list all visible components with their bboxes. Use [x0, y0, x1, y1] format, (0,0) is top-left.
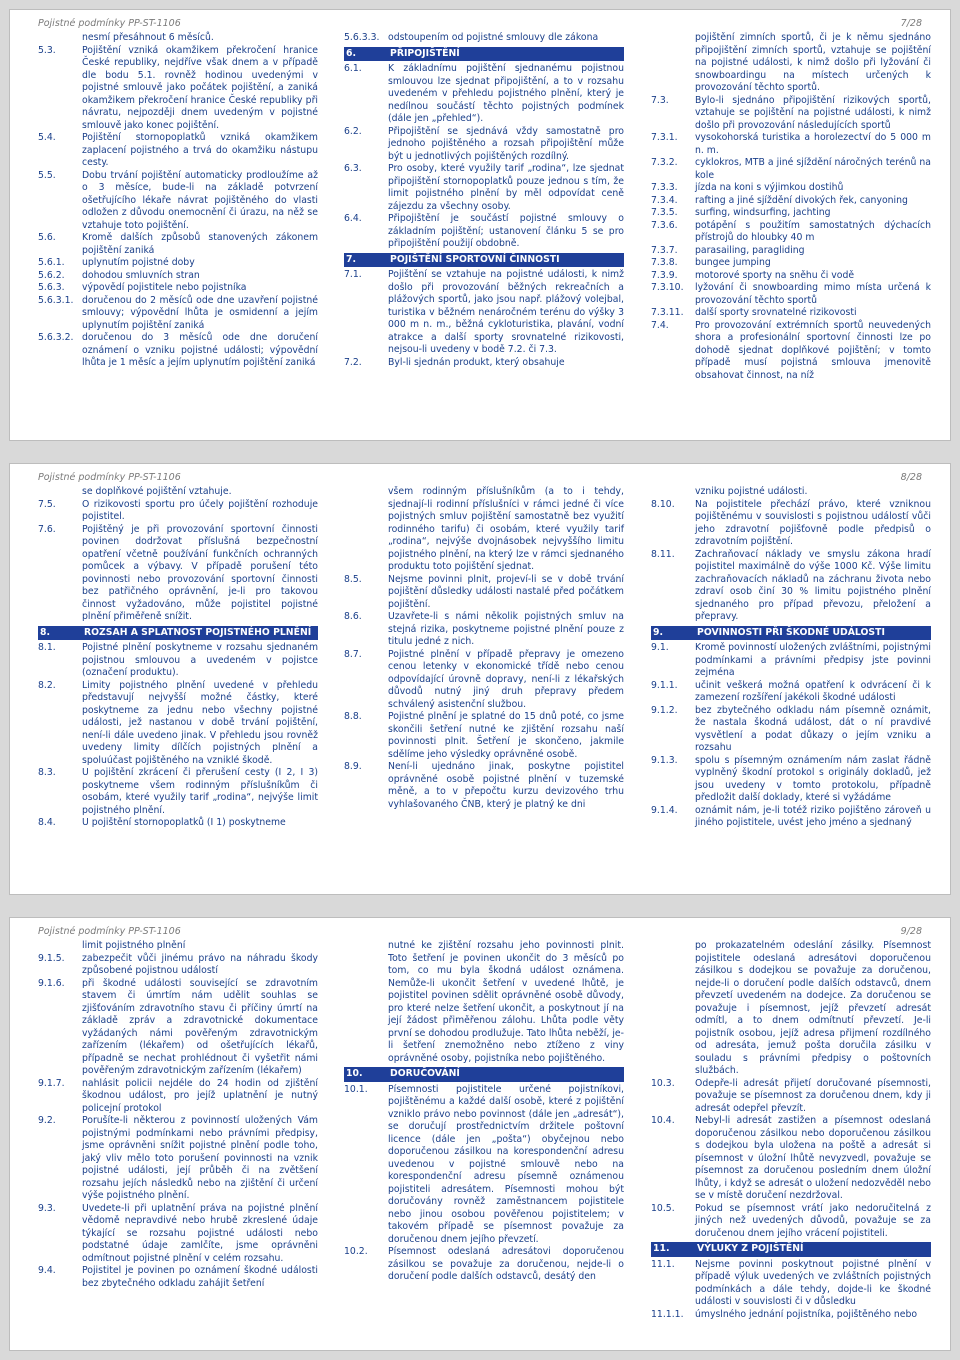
- clause-number: 11.1.1.: [651, 1308, 684, 1320]
- clause-number: 8.1.: [38, 642, 56, 653]
- clause: [38, 270, 318, 283]
- clause: [38, 32, 318, 45]
- clause-text: U pojištění stornopoplatků (I 1) poskytneme: [82, 817, 286, 828]
- clause-text: doručenou do 3 měsíců ode dne doručení oznámení o vzniku pojistné události; výpovědní lhůta je 1 měsíc a jejím uplynutím pojištění zaniká: [82, 332, 318, 368]
- clause-text: Porušíte-li některou z povinností uložených Vám pojistnými podmínkami nebo právními předpisy, jsme oprávněni snížit pojistné plnění podle toho, jaký vliv mělo toto porušení povinnosti na vznik pojistné události, její průběh či na zvětšení rozsahu jejích následků nebo na zjištění či určení výše pojistného plnění.: [82, 1115, 318, 1201]
- clause-text: po prokazatelném odeslání zásilky. Písemnost pojistitele odeslaná adresátovi doporučenou zásilkou s dodejkou se považuje za doručenou, nejde-li o doručení podle dalších odstavců, dnem převzetí uvedeném na dodejce. Za doručenou se považuje i písemnost, jejíž převzetí adresát odmítl, a to dnem odmítnutí převzetí. Je-li pojistník osobou, jejíž adresa přijmení rozdílného od adresáta, jemuž pošta doručila zásilku v souladu s právními předpisy o poštovních službách.: [695, 940, 931, 1076]
- clause: [344, 213, 624, 251]
- text-column-middle: [344, 32, 624, 369]
- clause: [38, 524, 318, 624]
- clause: [344, 1084, 624, 1247]
- clause: [344, 357, 624, 370]
- clause-number: 7.3.8.: [651, 257, 678, 268]
- clause-text: Písemnosti pojistitele určené pojistníkovi, pojištěnému a každé další osobě, které z pojištění vzniklo právo nebo povinnost (dále jen „adresát“), se doručují prostřednictvím držitele poštovní licence (dále jen „pošta“) obyčejnou nebo doporučenou zásilkou na korespondenční adresu uvedenou v pojistné smlouvě nebo na korespondenční adresu písemně oznámenou pojistiteli adresátem. Písemnosti mohou být doručovány rovněž zaměstnancem pojistitele nebo jinou osobou pověřenou pojistitelem; v takovém případě se písemnost považuje za doručenou dnem jejího převzetí.: [388, 1083, 624, 1245]
- clause-number: 7.3.9.: [651, 269, 678, 281]
- clause-text: Zachraňovací náklady ve smyslu zákona hradí pojistitel maximálně do výše 1000 Kč. Výše limitu zachraňovacích nákladů na záchranu života nebo zdraví osob činí 30 % limitu pojistného plnění sjednaného pro případ převozu, přeložení a přepravy.: [695, 548, 931, 622]
- clause-number: 9.1.3.: [651, 754, 678, 766]
- clause-number: 6.4.: [344, 213, 362, 224]
- section-heading: [344, 47, 624, 62]
- clause-text: vysokohorská turistika a horolezectví do 5 000 m n. m.: [695, 132, 931, 156]
- clause-text: nahlásit policii nejdéle do 24 hodin od zjištění škodnou událost, pro jejíž uplatnění je nutný policejní protokol: [82, 1077, 318, 1114]
- clause-number: 9.4.: [38, 1265, 56, 1276]
- clause-number: 5.4.: [38, 132, 56, 143]
- clause: [344, 126, 624, 164]
- clause-number: 7.3.: [651, 94, 669, 106]
- clause-text: nesmí přesáhnout 6 měsíců.: [82, 32, 214, 43]
- text-column-middle: [344, 940, 624, 1284]
- clause: [344, 163, 624, 213]
- clause: [38, 642, 318, 680]
- clause-number: 10.5.: [651, 1202, 675, 1214]
- clause-text: bungee jumping: [695, 257, 771, 268]
- clause-number: 5.6.3.: [38, 282, 65, 293]
- clause-number: [38, 486, 82, 499]
- clause: [651, 940, 931, 1078]
- clause-number: 6.: [346, 47, 357, 59]
- clause: [38, 767, 318, 817]
- clause-number: 5.6.1.: [38, 257, 65, 268]
- clause-number: [651, 486, 695, 499]
- clause-number: 6.3.: [344, 163, 362, 174]
- clause-number: 10.1.: [344, 1083, 368, 1095]
- clause-text: všem rodinným příslušníkům (a to i tehdy, sjednají-li rodinní příslušníci v rámci jedné či více pojistných smluv pojištění samostatně bez využití rodinného tarifu) či osobám, které využily tarif „rodina“, nejvýše dvojnásobek nejvyššího limitu pojistného plnění, na který lze v rámci sjednaného produktu toto pojištění sjednat.: [388, 486, 624, 572]
- clause: [651, 320, 931, 383]
- clause-text: Bylo-li sjednáno připojištění rizikových sportů, vztahuje se pojištění na pojistné události, k nimž došlo při provozování následujících sportů: [695, 94, 931, 131]
- clause-number: 7.3.1.: [651, 132, 678, 143]
- clause-text: Odepře-li adresát přijetí doručované písemnosti, považuje se písemnost za doručenou dnem, kdy ji adresát odepřel převzít.: [695, 1077, 931, 1114]
- clause-text: Nejsme povinni poskytnout pojistné plnění v případě výluk uvedených ve zvláštních pojistných podmínkách a dále tehdy, dojde-li ke škodné události v souvislosti či v důsledku: [695, 1258, 931, 1307]
- clause: [651, 1309, 931, 1322]
- clause: [651, 755, 931, 805]
- clause-text: Pro provozování extrémních sportů neuvedených shora a profesionální sportovní činnosti lze po dohodě sjednat doplňkové pojištění; v tomto případě musí pojistná smlouva jmenovitě obsahovat činnost, na níž: [695, 319, 931, 381]
- clause-text: další sporty srovnatelné rizikovosti: [695, 307, 857, 318]
- section-heading-text: DORUČOVÁNÍ: [390, 1068, 460, 1079]
- clause-text: zabezpečit vůči jinému právo na náhradu škody způsobené pojistnou událostí: [82, 952, 318, 976]
- text-column-right: [651, 32, 931, 382]
- clause-number: 9.1.: [651, 642, 669, 653]
- clause-number: 8.6.: [344, 611, 362, 622]
- clause: [651, 157, 931, 182]
- clause-text: limit pojistného plnění: [82, 940, 186, 951]
- clause-number: 5.6.3.3.: [344, 32, 380, 43]
- clause: [651, 1115, 931, 1203]
- clause-number: 5.6.3.1.: [38, 294, 74, 306]
- clause: [651, 195, 931, 208]
- clause-text: Připojištění se sjednává vždy samostatně pro jednoho pojištěného a rozsah připojištění může být u jednotlivých pojištěných rozdílný.: [388, 125, 624, 162]
- clause-number: 9.1.2.: [651, 704, 678, 716]
- clause: [38, 953, 318, 978]
- clause: [38, 45, 318, 133]
- clause-number: 7.: [346, 253, 357, 265]
- clause-number: 9.1.7.: [38, 1077, 65, 1089]
- clause: [344, 649, 624, 712]
- clause: [651, 207, 931, 220]
- section-heading: [651, 1242, 931, 1257]
- clause: [651, 220, 931, 245]
- clause: [38, 499, 318, 524]
- clause-text: Kromě povinností uložených zvláštními, pojistnými podmínkami a právními předpisy jste povinni zejména: [695, 642, 931, 678]
- clause-text: Na pojistitele přechází právo, které vzniknou pojištěnému v souvislosti s pojistnou událostí vůči jeho zdravotní pojišťovně podle předpisů o zdravotním pojištění.: [695, 498, 931, 547]
- clause-number: 7.3.10.: [651, 282, 684, 293]
- clause: [38, 486, 318, 499]
- clause-text: bez zbytečného odkladu nám písemně oznámit, že nastala škodná událost, dát o ní pravdivé vysvětlení a podat důkazy o jejím vzniku a rozsahu: [695, 704, 931, 753]
- clause-text: výpovědí pojistitele nebo pojistníka: [82, 282, 247, 293]
- clause-number: 7.4.: [651, 319, 669, 331]
- clause: [651, 1078, 931, 1116]
- clause: [344, 1246, 624, 1284]
- text-column-right: [651, 940, 931, 1321]
- clause-number: 8.5.: [344, 573, 362, 585]
- clause-number: [38, 940, 82, 953]
- clause-number: 8.8.: [344, 711, 362, 722]
- page-number: 9/28: [900, 926, 922, 937]
- clause: [344, 486, 624, 574]
- clause-text: Pojistné plnění je splatné do 15 dnů poté, co jsme skončili šetření nutné ke zjištění rozsahu naší povinnosti plnit. Šetření je skončeno, jakmile sdělíme jeho výsledky oprávněné osobě.: [388, 711, 624, 760]
- text-column-middle: [344, 486, 624, 811]
- clause-number: 7.3.6.: [651, 219, 678, 231]
- clause-number: 10.: [346, 1068, 363, 1079]
- clause-text: Byl-li sjednán produkt, který obsahuje: [388, 356, 565, 368]
- clause: [38, 257, 318, 270]
- clause-text: surfing, windsurfing, jachting: [695, 207, 831, 218]
- clause: [38, 170, 318, 233]
- clause: [344, 32, 624, 45]
- clause: [651, 805, 931, 830]
- page-number: 7/28: [900, 18, 922, 29]
- clause-text: pojištění zimních sportů, či je k němu sjednáno připojištění zimních sportů, vztahuje se pojištění na pojistné události, k nimž došlo při lyžování či snowboardingu na místech určených k provozování těchto sportů.: [695, 32, 931, 93]
- clause-text: Limity pojistného plnění uvedené v přehledu představují nejvyšší možné částky, které poskytneme za jednu nebo všechny pojistné události, jež nastanou v době trvání pojištění, není-li dále uvedeno jinak. V přehledu jsou rovněž uvedeny limity dílčích pojistných plnění a spoluúčast pojištěného na vzniklé škodě.: [82, 679, 318, 766]
- clause-number: 5.6.3.2.: [38, 332, 74, 343]
- clause-number: 8.7.: [344, 648, 362, 660]
- clause: [651, 549, 931, 624]
- clause-number: [651, 940, 695, 1078]
- clause: [651, 486, 931, 499]
- clause-text: Pokud se písemnost vrátí jako nedoručitelná z jiných než uvedených důvodů, považuje se za doručenou dnem jejího vrácení pojistiteli.: [695, 1202, 931, 1239]
- clause-number: 9.2.: [38, 1115, 56, 1126]
- clause-number: 8.2.: [38, 679, 56, 691]
- clause-number: 10.3.: [651, 1077, 675, 1089]
- section-heading-text: PŘIPOJIŠTĚNÍ: [390, 47, 460, 59]
- text-column-right: [651, 486, 931, 830]
- clause-text: potápění s použitím samostatných dýchacích přístrojů do hloubky 40 m: [695, 219, 931, 243]
- clause: [38, 1265, 318, 1290]
- document-page-9: [9, 917, 951, 1351]
- text-column-left: [38, 940, 318, 1290]
- clause: [38, 132, 318, 170]
- clause-number: [651, 32, 695, 95]
- clause-text: Kromě dalších způsobů stanovených zákonem pojištění zaniká: [82, 232, 318, 256]
- clause-number: 7.3.5.: [651, 207, 678, 218]
- clause: [38, 940, 318, 953]
- page-title: Pojistné podmínky PP-ST-1106: [38, 472, 181, 483]
- clause-text: spolu s písemným oznámením nám zaslat řádně vyplněný škodní protokol s originály dokladů, jež jsou uvedeny v tomto protokolu, případně předložit další doklady, které si vyžádáme: [695, 754, 931, 803]
- text-column-left: [38, 486, 318, 830]
- clause-text: Pojistné plnění poskytneme v rozsahu sjednaném pojistnou smlouvou a uvedeném v pojistce (označení produktu).: [82, 642, 318, 678]
- clause-number: 9.1.5.: [38, 952, 65, 964]
- clause-number: 6.2.: [344, 125, 362, 137]
- section-heading-text: VÝLUKY Z POJIŠTĚNÍ: [697, 1243, 804, 1254]
- clause: [38, 282, 318, 295]
- clause: [38, 295, 318, 333]
- clause-text: oznámit nám, je-li totéž riziko pojištěno zároveň u jiného pojistitele, uvést jeho jméno a sjednaný: [695, 804, 931, 828]
- clause-text: Pojištění se vztahuje na pojistné události, k nimž došlo při provozování běžných rekreačních a plážových sportů, jako jsou např. plážový volejbal, turistika v běžném nenáročném terénu do výšky 3 000 m n. m., běžná cykloturistika, plavání, vodní atrakce a další sporty srovnatelné rizikovosti, nejsou-li uvedeny v bodě 7.2. či 7.3.: [388, 269, 624, 355]
- clause-text: se doplňkové pojištění vztahuje.: [82, 486, 232, 497]
- clause-text: Nejsme povinni plnit, projeví-li se v době trvání pojištění důsledky události nastalé před počátkem pojištění.: [388, 573, 624, 610]
- clause: [651, 270, 931, 283]
- page-title: Pojistné podmínky PP-ST-1106: [38, 18, 181, 29]
- section-heading-text: ROZSAH A SPLATNOST POJISTNÉHO PLNĚNÍ: [84, 626, 312, 638]
- clause-text: motorové sporty na sněhu či vodě: [695, 269, 855, 281]
- clause: [344, 711, 624, 761]
- clause-text: Písemnost odeslaná adresátovi doporučenou zásilkou se považuje za doručenou, nejde-li o doručení podle dalších odstavců, desátý den: [388, 1246, 624, 1282]
- clause-text: lyžování či snowboarding mimo místa určená k provozování těchto sportů: [695, 282, 931, 306]
- clause-text: jízda na koni s výjimkou dostihů: [695, 182, 844, 193]
- clause-text: při škodné události související se zdravotním stavem či úmrtím nám udělit souhlas se zjišťováním zdravotního stavu či příčiny úmrtí na základě zpráv a zdravotnické dokumentace vyžádaných námi pověřeným zdravotnickým zařízením (lékařem) od ošetřujících lékařů, případně se nechat prohlédnout či vyšetřit námi pověřeným zdravotnickým zařízením (lékařem): [82, 977, 318, 1076]
- page-header: [38, 18, 922, 32]
- clause-number: 8.11.: [651, 548, 675, 560]
- clause-text: doručenou do 2 měsíců ode dne uzavření pojistné smlouvy; výpovědní lhůta je osmidenní a jejím uplynutím pojištění zaniká: [82, 294, 318, 331]
- clause-text: Pojištění stornopoplatků vzniká okamžikem zaplacení pojistného a trvá do okamžiku nástupu cesty.: [82, 132, 318, 168]
- clause: [344, 761, 624, 811]
- clause: [651, 680, 931, 705]
- clause-text: Pojištěný je při provozování sportovní činnosti povinen dodržovat příslušná bezpečnostní opatření včetně používání funkčních ochranných pomůcek a výbavy. V případě porušení této povinnosti nebo provozování sportovní činnosti bez patřičného oprávnění, je-li pro takovou činnost vyžadováno, může pojistitel pojistné plnění přiměřeně snížit.: [82, 523, 318, 622]
- clause-text: rafting a jiné sjíždění divokých řek, canyoning: [695, 194, 908, 206]
- clause-text: O rizikovosti sportu pro účely pojištění rozhoduje pojistitel.: [82, 498, 318, 522]
- clause: [344, 63, 624, 126]
- clause-number: 5.3.: [38, 44, 56, 56]
- clause-text: Pojistné plnění v případě přepravy je omezeno cenou letenky v ekonomické třídě nebo cenou odpovídající úrovně dopravy, není-li z lékařských důvodů nutný jiný druh přepravy předem schválený asistenční službou.: [388, 648, 624, 710]
- clause-number: 11.1.: [651, 1258, 675, 1270]
- section-heading: [344, 253, 624, 268]
- clause: [344, 269, 624, 357]
- document-page-8: [9, 463, 951, 895]
- clause-number: 5.5.: [38, 169, 56, 181]
- clause-text: Pojištění vzniká okamžikem překročení hranice České republiky, nejdříve však dnem a v případě dle bodu 5.1. rovněž hodinou uvedenými v pojistné smlouvě jako počátek pojištění, a zaniká okamžikem překročení hranice České republiky při návratu, nejpozději dnem uvedeným v pojistné smlouvě jako konec pojištění.: [82, 44, 318, 131]
- clause-number: 8.3.: [38, 767, 56, 778]
- clause-text: nutné ke zjištění rozsahu jeho povinnosti plnit. Toto šetření je povinen ukončit do 3 měsíců po tom, co mu byla škodná událost oznámena. Nemůže-li ukončit šetření v uvedené lhůtě, je pojistitel povinen sdělit oprávněné osobě důvody, pro které nelze šetření ukončit, a poskytnout jí na její žádost přiměřenou zálohu. Lhůta podle věty první se dohodou prodlužuje. Tato lhůta neběží, je-li šetření znemožněno nebo ztíženo z viny oprávněné osoby, pojistníka nebo pojištěného.: [388, 940, 624, 1064]
- section-heading-text: POVINNOSTI PŘI ŠKODNÉ UDÁLOSTI: [697, 626, 885, 638]
- clause: [38, 332, 318, 370]
- clause-text: úmyslného jednání pojistníka, pojištěného nebo: [695, 1308, 918, 1320]
- clause-number: 7.3.3.: [651, 182, 678, 193]
- clause: [38, 1203, 318, 1266]
- clause: [651, 1203, 931, 1241]
- clause: [344, 940, 624, 1065]
- clause-number: 7.3.11.: [651, 307, 684, 318]
- clause-number: [344, 940, 388, 1065]
- clause-number: [38, 32, 82, 45]
- clause: [651, 257, 931, 270]
- clause-text: učinit veškerá možná opatření k odvrácení či k zamezení rozšíření jakékoli škodné události: [695, 679, 931, 703]
- clause-text: Uzavřete-li s námi několik pojistných smluv na stejná rizika, poskytneme pojistné plnění pouze z titulu jedné z nich.: [388, 611, 624, 647]
- clause-text: U pojištění zkrácení či přerušení cesty (I 2, I 3) poskytneme všem rodinným příslušníkům či osobám, které využily tarif „rodina“, nejvýše limit pojistného plnění.: [82, 767, 318, 816]
- clause-text: K základnímu pojištění sjednanému pojistnou smlouvou lze sjednat připojištění, a to v rozsahu uvedeném v přehledu pojistného plnění, který je nedílnou součástí těchto pojistných podmínek (dále jen „přehled“).: [388, 63, 624, 124]
- section-heading: [344, 1067, 624, 1082]
- page-header: [38, 472, 922, 486]
- clause-number: 11.: [653, 1243, 670, 1254]
- clause: [651, 282, 931, 307]
- clause: [651, 1259, 931, 1309]
- clause-number: 7.3.2.: [651, 157, 678, 168]
- clause: [38, 680, 318, 768]
- page-title: Pojistné podmínky PP-ST-1106: [38, 926, 181, 937]
- page-header: [38, 926, 922, 940]
- section-heading: [38, 626, 318, 641]
- clause-number: 7.3.7.: [651, 244, 678, 256]
- clause: [651, 132, 931, 157]
- clause-number: 10.2.: [344, 1246, 368, 1257]
- clause: [38, 232, 318, 257]
- clause-text: cyklokros, MTB a jiné sjíždění náročných terénů na kole: [695, 157, 931, 181]
- clause-text: vzniku pojistné události.: [695, 486, 808, 497]
- clause-number: 5.6.2.: [38, 269, 65, 281]
- clause-number: 8.9.: [344, 761, 362, 772]
- clause: [38, 1115, 318, 1203]
- text-column-left: [38, 32, 318, 370]
- clause-number: 7.6.: [38, 523, 56, 535]
- clause: [651, 499, 931, 549]
- clause-text: odstoupením od pojistné smlouvy dle zákona: [388, 32, 599, 43]
- clause: [344, 574, 624, 612]
- clause-number: 9.3.: [38, 1202, 56, 1214]
- clause-number: [344, 486, 388, 574]
- clause-number: 8.10.: [651, 498, 675, 510]
- clause-number: 9.1.1.: [651, 679, 678, 691]
- section-heading-text: POJIŠTĚNÍ SPORTOVNÍ ČINNOSTI: [390, 253, 560, 265]
- clause: [651, 705, 931, 755]
- clause-text: dohodou smluvních stran: [82, 269, 200, 281]
- clause: [651, 307, 931, 320]
- clause: [38, 1078, 318, 1116]
- clause-text: Není-li ujednáno jinak, poskytne pojistitel oprávněné osobě pojistné plnění v tuzemské měně, a to v přepočtu kurzu devizového trhu vyhlašovaného ČNB, který je platný ke dni: [388, 761, 624, 810]
- clause: [651, 32, 931, 95]
- clause: [651, 642, 931, 680]
- clause: [38, 817, 318, 830]
- page-number: 8/28: [900, 472, 922, 483]
- clause: [344, 611, 624, 649]
- clause: [38, 978, 318, 1078]
- clause-number: 9.: [653, 626, 664, 638]
- clause-text: parasailing, paragliding: [695, 244, 805, 256]
- clause-number: 7.2.: [344, 356, 362, 368]
- clause: [651, 182, 931, 195]
- document-page-7: [9, 9, 951, 441]
- section-heading: [651, 626, 931, 641]
- clause-number: 9.1.4.: [651, 804, 678, 816]
- clause-text: Nebyl-li adresát zastižen a písemnost odeslaná doporučenou zásilkou nebo doporučenou zásilkou s dodejkou byla uložena na poště a adresát si písemnost v úložní lhůtě nevyzvedl, považuje se písemnost za doručenou posledním dnem úložní lhůty, i když se adresát o uložení nedozvěděl nebo se v místě doručení nezdržoval.: [695, 1115, 931, 1201]
- clause-number: 7.5.: [38, 498, 56, 510]
- clause-number: 7.3.4.: [651, 194, 678, 206]
- clause-text: Dobu trvání pojištění automaticky prodloužíme až o 3 měsíce, bude-li na základě potvrzení ošetřujícího lékaře návrat pojištěného do vlasti odložen z důvodu onemocnění či úrazu, na něž se vztahuje toto pojištění.: [82, 169, 318, 231]
- clause-text: Uvedete-li při uplatnění práva na pojistné plnění vědomě nepravdivé nebo hrubě zkreslené údaje týkající se rozsahu pojistné události nebo podstatné údaje zamlčíte, jsme oprávněni odmítnout pojistné plnění v celém rozsahu.: [82, 1202, 318, 1264]
- clause-text: Připojištění je součástí pojistné smlouvy o základním pojištění; ustanovení článku 5 se pro připojištění použijí obdobně.: [388, 213, 624, 249]
- clause-number: 7.1.: [344, 269, 362, 280]
- clause-number: 10.4.: [651, 1115, 675, 1126]
- clause-number: 5.6.: [38, 232, 56, 243]
- clause-number: 8.: [40, 626, 51, 638]
- clause-text: uplynutím pojistné doby: [82, 257, 195, 268]
- clause-text: Pojistitel je povinen po oznámení škodné události bez zbytečného odkladu zahájit šetření: [82, 1265, 318, 1289]
- clause-number: 6.1.: [344, 63, 362, 74]
- clause: [651, 245, 931, 258]
- clause: [651, 95, 931, 133]
- clause-text: Pro osoby, které využily tarif „rodina“, lze sjednat připojištění stornopoplatků pouze jednou s tím, že limit pojistného plnění by měl odpovídat ceně zájezdu za všechny osoby.: [388, 163, 624, 212]
- clause-number: 9.1.6.: [38, 977, 65, 989]
- clause-number: 8.4.: [38, 817, 56, 828]
